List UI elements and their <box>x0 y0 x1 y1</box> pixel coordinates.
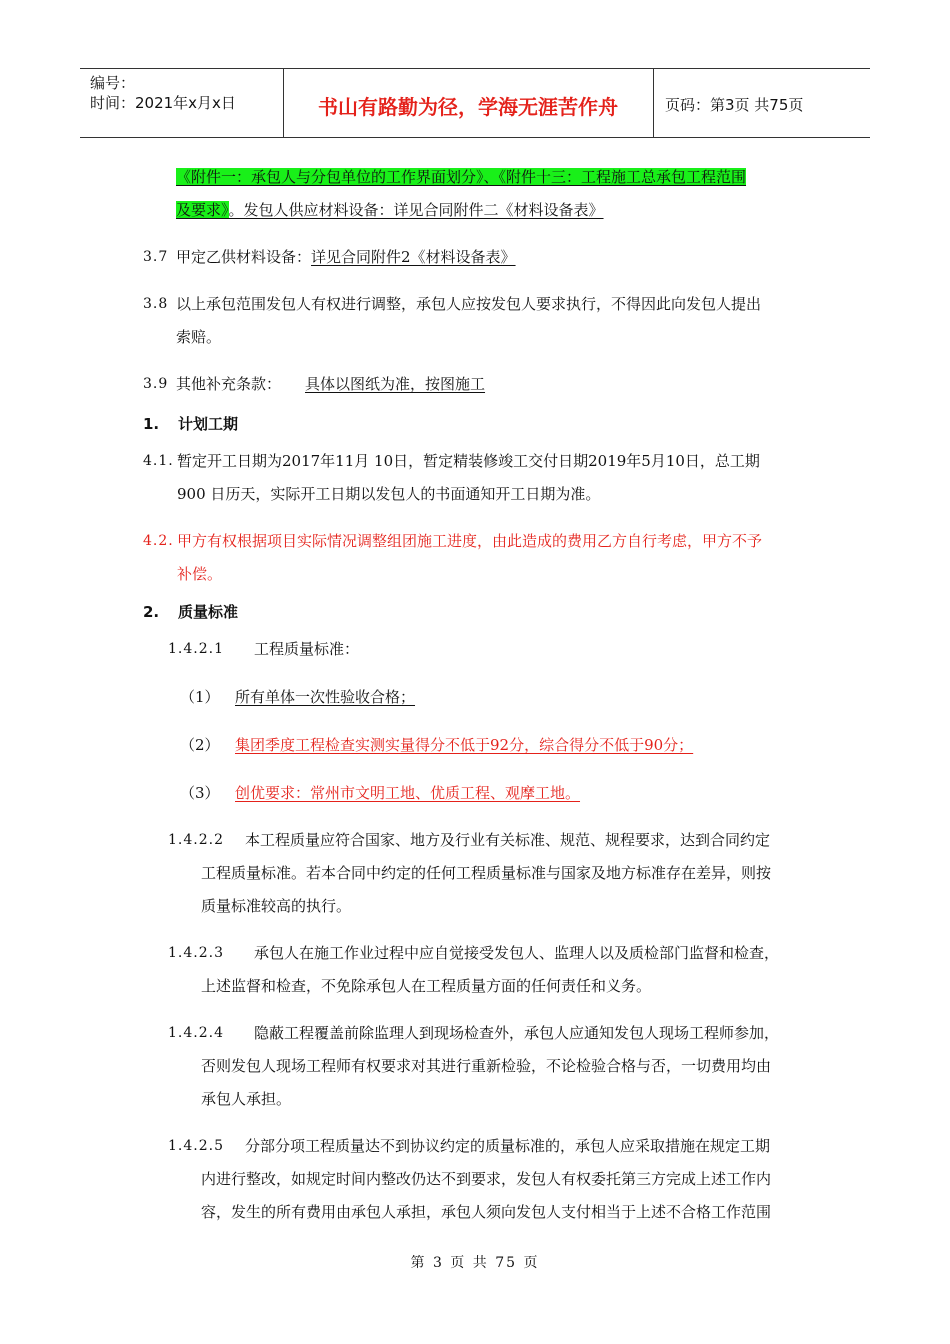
clause-text: 索赔。 <box>176 328 222 346</box>
clause-number: 1.4.2.5 <box>168 1138 224 1154</box>
clause-number: 3.9 <box>143 376 169 392</box>
section-heading: 质量标准 <box>178 603 239 621</box>
clause-text: 上述监督和检查，不免除承包人在工程质量方面的任何责任和义务。 <box>201 977 652 995</box>
clause-label: 甲定乙供材料设备： <box>176 248 312 266</box>
clause-text: 甲方有权根据项目实际情况调整组团施工进度，由此造成的费用乙方自行考虑，甲方不予 <box>177 532 763 550</box>
clause-text: 内进行整改，如规定时间内整改仍达不到要求，发包人有权委托第三方完成上述工作内 <box>201 1170 772 1188</box>
clause-text: 承包人在施工作业过程中应自觉接受发包人、监理人以及质检部门监督和检查， <box>254 944 780 962</box>
material-supply-text: 。发包人供应材料设备：详见合同附件二《材料设备表》 <box>228 201 604 219</box>
clause-number: 1.4.2.2 <box>168 832 224 848</box>
clause-text: 质量标准较高的执行。 <box>201 897 352 915</box>
clause-text: 容，发生的所有费用由承包人承担，承包人须向发包人支付相当于上述不合格工作范围 <box>201 1203 772 1221</box>
clause-text: 以上承包范围发包人有权进行调整，承包人应按发包人要求执行，不得因此向发包人提出 <box>176 295 762 313</box>
clause-link-text: 详见合同附件2《材料设备表》 <box>311 248 516 266</box>
list-item: 所有单体一次性验收合格； <box>235 688 416 706</box>
section-heading-number: 2. <box>143 603 160 621</box>
header-motto: 书山有路勤为径，学海无涯苦作舟 <box>318 95 618 119</box>
attachment-reference-highlight: 《附件一：承包人与分包单位的工作界面划分》、《附件十三：工程施工总承包工程范围 <box>176 168 747 186</box>
clause-text: 承包人承担。 <box>201 1090 292 1108</box>
section-heading: 计划工期 <box>178 415 239 433</box>
clause-text: 900 日历天，实际开工日期以发包人的书面通知开工日期为准。 <box>177 485 601 503</box>
header-meta <box>90 73 236 113</box>
clause-text: 隐蔽工程覆盖前除监理人到现场检查外，承包人应通知发包人现场工程师参加， <box>254 1024 780 1042</box>
clause-text <box>176 373 509 395</box>
document-time-label: 时间：2021年x月x日 <box>90 94 236 112</box>
clause-number: 3.8 <box>143 296 169 312</box>
section-heading-number: 1. <box>143 415 160 433</box>
clause-number: 1.4.2.4 <box>168 1025 224 1041</box>
header-page-number: 页码：第3页 共75页 <box>665 96 804 114</box>
clause-text: 工程质量标准： <box>254 640 360 658</box>
page-footer: 第 3 页 共 75 页 <box>410 1255 540 1271</box>
clause-number: 3.7 <box>143 249 169 265</box>
clause-text: 暂定开工日期为2017年11月 10日，暂定精装修竣工交付日期2019年5月10日，总工期 <box>177 452 760 470</box>
clause-text: 分部分项工程质量达不到协议约定的质量标准的，承包人应采取措施在规定工期 <box>245 1137 771 1155</box>
attachment-reference-highlight: 及要求》 <box>176 201 229 219</box>
clause-text: 工程质量标准。若本合同中约定的任何工程质量标准与国家及地方标准存在差异，则按 <box>201 864 772 882</box>
list-marker: （1） <box>180 688 220 706</box>
header-divider <box>653 69 654 137</box>
clause-number: 4.1. <box>143 453 174 469</box>
list-item: 创优要求：常州市文明工地、优质工程、观摩工地。 <box>235 784 581 802</box>
clause-link-text: 具体以图纸为准，按图施工 <box>305 375 486 393</box>
list-marker: （2） <box>180 736 220 754</box>
p1-line2 <box>176 199 604 221</box>
clause-number: 4.2. <box>143 533 174 549</box>
clause-number: 1.4.2.1 <box>168 641 224 657</box>
list-marker: （3） <box>180 784 220 802</box>
clause-text: 否则发包人现场工程师有权要求对其进行重新检验，不论检验合格与否，一切费用均由 <box>201 1057 772 1075</box>
clause-text: 补偿。 <box>177 565 223 583</box>
list-item: 集团季度工程检查实测实量得分不低于92分，综合得分不低于90分； <box>235 736 694 754</box>
clause-number: 1.4.2.3 <box>168 945 224 961</box>
clause-text: 本工程质量应符合国家、地方及行业有关标准、规范、规程要求，达到合同约定 <box>245 831 771 849</box>
clause-label: 其他补充条款： <box>176 375 282 393</box>
document-number-label: 编号： <box>90 74 136 92</box>
p1-line1 <box>176 166 746 188</box>
page-header <box>80 68 870 138</box>
clause-text <box>176 246 530 268</box>
